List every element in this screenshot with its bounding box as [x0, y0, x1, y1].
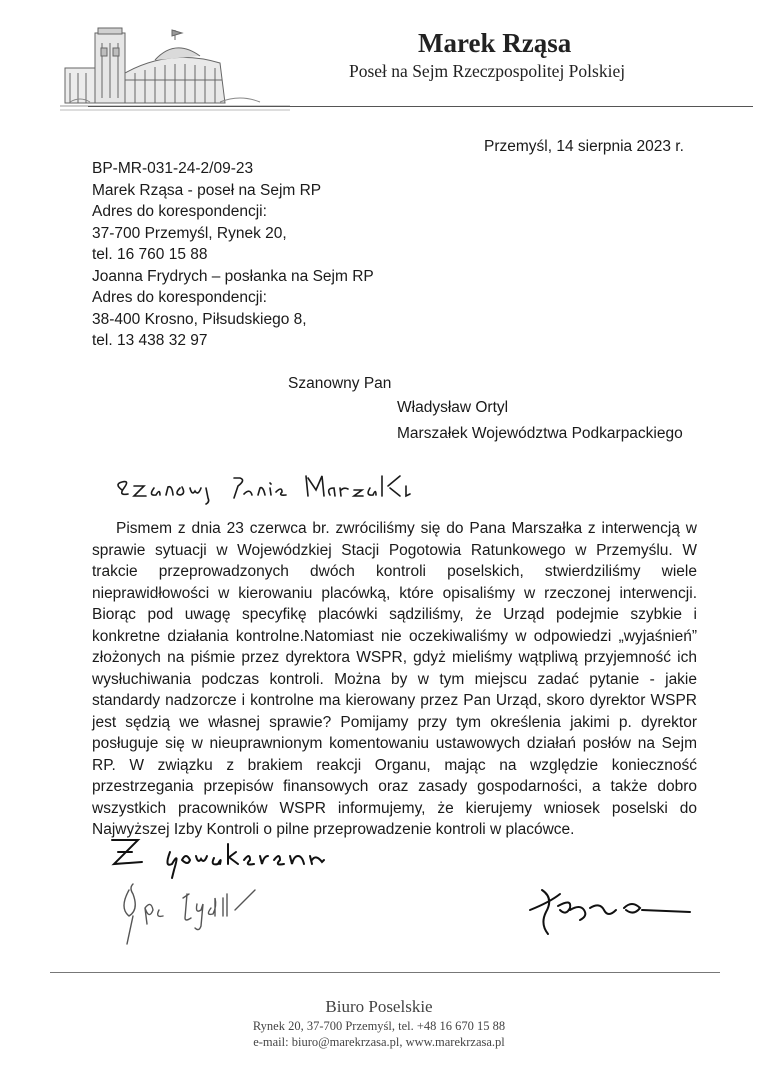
- handwritten-greeting: [110, 458, 420, 508]
- recipient-title: Marszałek Województwa Podkarpackiego: [397, 425, 683, 442]
- sender-line: tel. 13 438 32 97: [92, 332, 208, 349]
- sender-line: Joanna Frydrych – posłanka na Sejm RP: [92, 267, 374, 285]
- sender-line: Adres do korespondencji:: [92, 203, 267, 220]
- footer-address: Rynek 20, 37-700 Przemyśl, tel. +48 16 670 15 88: [252, 1019, 506, 1033]
- footer-office-name: Biuro Poselskie: [325, 997, 433, 1016]
- handwritten-closing: [110, 830, 340, 880]
- signature-left: [115, 880, 285, 950]
- signature-right: [520, 880, 700, 940]
- sender-line: tel. 16 760 15 88: [92, 246, 208, 263]
- recipient-name: Władysław Ortyl: [397, 399, 509, 416]
- footer-contact: e-mail: biuro@marekrzasa.pl, www.marekrzasa.pl: [253, 1035, 505, 1049]
- sender-title: Poseł na Sejm Rzeczpospolitej Polskiej: [349, 61, 626, 81]
- sender-name: Marek Rząsa: [418, 28, 572, 58]
- sender-line: 38-400 Krosno, Piłsudskiego 8,: [92, 310, 307, 328]
- footer-divider: [50, 972, 720, 973]
- header-divider: [88, 106, 753, 107]
- letter-body: Pismem z dnia 23 czerwca br. zwróciliśmy się do Pana Marszałka z interwencją w sprawie sytuacji w Wojewódzkiej Stacji Pogotowia Ratunkowego w Przemyślu. W trakcie przeprowadzonych dwóch kontroli poselskich, stwierdziliśmy wiele nieprawidłowości w kierowaniu placówką, które opisaliśmy w rzeczonej interwencji. Biorąc pod uwagę specyfikę placówki sądziliśmy, że Urząd podejmie szybkie i konkretne działania kontrolne.Natomiast nie oczekiwaliśmy w odpowiedzi „wyjaśnień” złożonych na piśmie przez dyrektora WSPR, gdyż mieliśmy wątpliwą przyjemność ich wysłuchiwania podczas kontroli. Można by w tym miejscu zadać pytanie - jakie standardy nadzorcze i kontrolne ma kierowany przez Pan Urząd, skoro dyrektor WSPR jest sędzią we własnej sprawie? Pomijamy przy tym określenia jakimi p. dyrektor posługuje się w nieuprawnionym komentowaniu ustawowych działań posłów na Sejm RP. W związku z brakiem reakcji Organu, mając na względzie konieczność przestrzegania przepisów finansowych oraz zasady gospodarności, a także dobro wszystkich pracowników WSPR informujemy, że kierujemy wniosek poselski do Najwyższej Izby Kontroli o pilne przeprowadzenie kontroli w placówce.: [92, 520, 697, 838]
- recipient-greeting: Szanowny Pan: [288, 375, 392, 392]
- sender-line: 37-700 Przemyśl, Rynek 20,: [92, 224, 287, 242]
- sender-line: Adres do korespondencji:: [92, 289, 267, 306]
- letter-date: Przemyśl, 14 sierpnia 2023 r.: [484, 138, 684, 155]
- sender-address-block: [92, 158, 374, 352]
- reference-number: BP-MR-031-24-2/09-23: [92, 160, 254, 177]
- sender-line: Marek Rząsa - poseł na Sejm RP: [92, 181, 322, 199]
- sejm-building-icon: [60, 18, 290, 118]
